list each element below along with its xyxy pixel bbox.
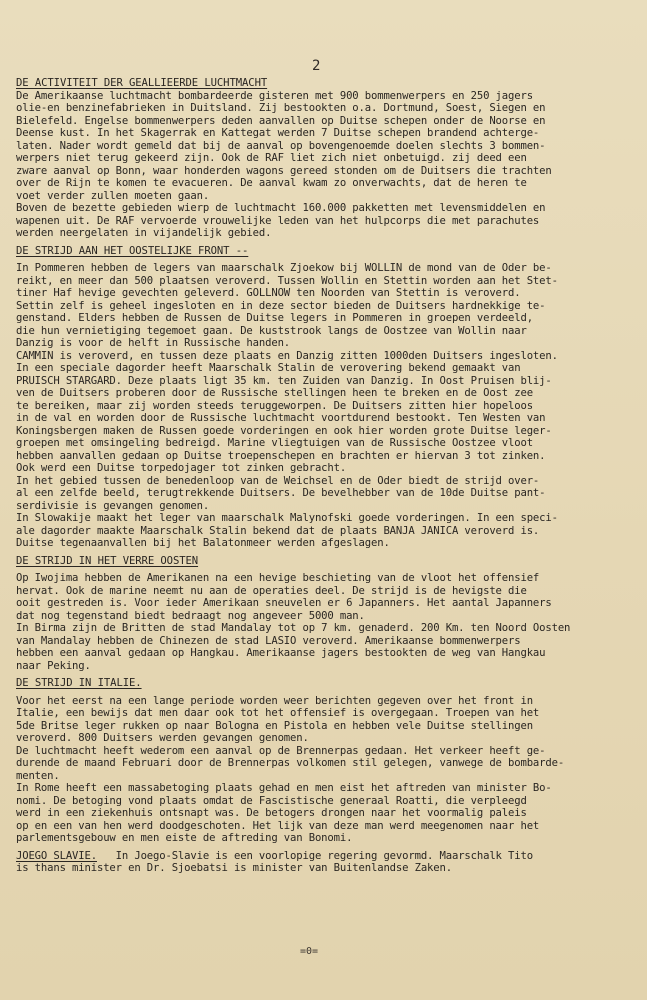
text-line: in de val en worden door de Russische luchtmacht voortdurend bestookt. Ten Westen van <box>16 412 546 424</box>
text-line: over de Rijn te komen te evacueren. De aanval kwam zo onverwachts, dat de heren te <box>16 177 527 189</box>
document-body <box>16 77 636 875</box>
text-line: veroverd. 800 Duitsers werden gevangen genomen. <box>16 732 309 744</box>
page-number: 2 <box>312 58 321 74</box>
text-line: serdivisie is gevangen genomen. <box>16 499 210 512</box>
text-line: menten. <box>16 769 60 782</box>
text-line: In Slowakije maakt het leger van maarschalk Malynofski goede vorderingen. In een speci- <box>16 512 558 524</box>
text-line: In Pommeren hebben de legers van maarschalk Zjoekow bij WOLLIN de mond van de Oder be- <box>16 262 552 274</box>
section-heading-air-force: DE ACTIVITEIT DER GEALLIEERDE LUCHTMACHT <box>16 77 268 89</box>
text-line: Voor het eerst na een lange periode worden weer berichten gegeven over het front in <box>16 694 533 707</box>
end-mark: =0= <box>300 946 319 957</box>
text-line: reikt, en meer dan 500 plaatsen veroverd. Tussen Wollin en Stettin worden aan het Stet- <box>16 274 558 287</box>
text-line: werpers niet terug gekeerd zijn. Ook de RAF liet zich niet onbetuigd. zij deed een <box>16 152 527 164</box>
section-heading-eastern-front: DE STRIJD AAN HET OOSTELIJKE FRONT -- <box>16 244 249 257</box>
text-line: Deense kust. In het Skagerrak en Kattegat werden 7 Duitse schepen brandend achterge- <box>16 127 540 139</box>
text-line: ooit gestreden is. Voor ieder Amerikaan sneuvelen er 6 Japanners. Het aantal Japanners <box>16 597 552 609</box>
text-line: Settin zelf is geheel ingesloten en in deze sector bieden de Duitsers hardnekkige te- <box>16 299 546 312</box>
text-line: In een speciale dagorder heeft Maarschalk Stalin de verovering bekend gemaakt van <box>16 362 521 374</box>
text-line: In Rome heeft een massabetoging plaats gehad en men eist het aftreden van minister Bo- <box>16 782 552 794</box>
text-line: al een zelfde beeld, terugtrekkende Duitsers. De bevelhebber van de 10de Duitse pant- <box>16 487 546 499</box>
text-line: hebben aanvallen gedaan op Duitse troepenschepen en brachten er hiervan 3 tot zinken. <box>16 449 546 462</box>
text-line: durende de maand Februari door de Brennerpas volkomen stil gelegen, vanwege de bombarde- <box>16 757 565 769</box>
text-line: Op Iwojima hebben de Amerikanen na een hevige beschieting van de vloot het offensief <box>16 572 540 584</box>
section-heading-italy: DE STRIJD IN ITALIE. <box>16 677 142 689</box>
text-line: zware aanval op Bonn, waar honderden wagons gereed stonden om de Duitsers die trachten <box>16 164 552 177</box>
text-line: Duitse tegenaanvallen bij het Balatonmeer werden afgeslagen. <box>16 537 390 549</box>
text-line: Danzig is voor de helft in Russische handen. <box>16 337 291 349</box>
section-heading-yugoslavia: JOEGO SLAVIE. <box>16 849 97 862</box>
text-line: op en een van hen werd doodgeschoten. Het lijk van deze man werd meegenomen naar het <box>16 819 540 832</box>
text-line: nomi. De betoging vond plaats omdat de Fascistische generaal Roatti, die verpleegd <box>16 794 527 807</box>
text-line: groepen met omsingeling bedreigd. Marine vliegtuigen van de Russische Oostzee vloot <box>16 437 533 449</box>
text-line: Boven de bezette gebieden wierp de luchtmacht 160.000 pakketten met levensmiddelen en <box>16 202 546 214</box>
text-line: parlementsgebouw en men eiste de aftreding van Bonomi. <box>16 832 353 844</box>
text-line: die hun vernietiging tegemoet gaan. De kuststrook langs de Oostzee van Wollin naar <box>16 324 527 337</box>
text-line: tiner Haf hevige gevechten geleverd. GOLLNOW ten Noorden van Stettin is veroverd. <box>16 287 521 299</box>
text-line: Italie, een bewijs dat men daar ook tot het offensief is overgegaan. Troepen van het <box>16 707 540 719</box>
text-line: werden neergelaten in vijandelijk gebied. <box>16 227 272 239</box>
text-line: Koningsbergen maken de Russen goede vorderingen en ook hier worden grote Duitse leger- <box>16 424 552 437</box>
text-line: De luchtmacht heeft wederom een aanval op de Brennerpas gedaan. Het verkeer heeft ge- <box>16 744 546 757</box>
text-line: naar Peking. <box>16 659 91 672</box>
text-line: dat nog tegenstand biedt bedraagt nog angeveer 5000 man. <box>16 609 365 622</box>
text-line: wapenen uit. De RAF vervoerde vrouwelijke leden van het hulpcorps die met parachutes <box>16 214 540 227</box>
text-line: In het gebied tussen de benedenloop van de Weichsel en de Oder biedt de strijd over- <box>16 474 540 487</box>
closing-first-line <box>16 850 636 863</box>
text-line: olie-en benzinefabrieken in Duitsland. Zij bestookten o.a. Dortmund, Soest, Siegen en <box>16 102 546 114</box>
text-line: laten. Nader wordt gemeld dat bij de aanval op bovengenoemde doelen slechts 3 bommen- <box>16 139 546 152</box>
text-line: ale dagorder maakte Maarschalk Stalin bekend dat de plaats BANJA JANICA veroverd is. <box>16 524 540 537</box>
text-line: van Mandalay hebben de Chinezen de stad LASIO veroverd. Amerikaanse bommenwerpers <box>16 634 521 647</box>
text-line: De Amerikaanse luchtmacht bombardeerde gisteren met 900 bommenwerpers en 250 jagers <box>16 89 533 102</box>
text-line: 5de Britse leger rukken op naar Bologna en Pistola en hebben vele Duitse stellingen <box>16 719 533 732</box>
text-line: ven de Duitsers proberen door de Russische stellingen heen te breken en de Oost zee <box>16 387 533 399</box>
closing-text: In Joego-Slavie is een voorlopige regering gevormd. Maarschalk Tito <box>96 849 533 862</box>
text-line: Bielefeld. Engelse bommenwerpers deden aanvallen op Duitse schepen onder de Noorse en <box>16 114 546 127</box>
text-line: Ook werd een Duitse torpedojager tot zinken gebracht. <box>16 462 347 474</box>
section-heading-far-east: DE STRIJD IN HET VERRE OOSTEN <box>16 554 199 567</box>
text-line: hebben een aanval gedaan op Hangkau. Amerikaanse jagers bestookten de weg van Hangkau <box>16 647 546 659</box>
text-line: werd in een ziekenhuis ontsnapt was. De betogers drongen naar het voormalig paleis <box>16 807 527 819</box>
text-line: hervat. Ook de marine neemt nu aan de operaties deel. De strijd is de hevigste die <box>16 584 527 597</box>
text-line: is thans minister en Dr. Sjoebatsi is minister van Buitenlandse Zaken. <box>16 862 452 874</box>
text-line: genstand. Elders hebben de Russen de Duitse legers in Pommeren in groepen verdeeld, <box>16 312 533 324</box>
text-line: voet verder zullen moeten gaan. <box>16 189 210 202</box>
text-line: PRUISCH STARGARD. Deze plaats ligt 35 km. ten Zuiden van Danzig. In Oost Pruisen blij- <box>16 374 552 387</box>
text-line: te bereiken, maar zij worden steeds teruggeworpen. De Duitsers zitten hier hopeloos <box>16 399 533 412</box>
text-line: CAMMIN is veroverd, en tussen deze plaats en Danzig zitten 1000den Duitsers ingesloten. <box>16 349 558 362</box>
text-line: In Birma zijn de Britten de stad Mandalay tot op 7 km. genaderd. 200 Km. ten Noord Oosten <box>16 622 571 634</box>
